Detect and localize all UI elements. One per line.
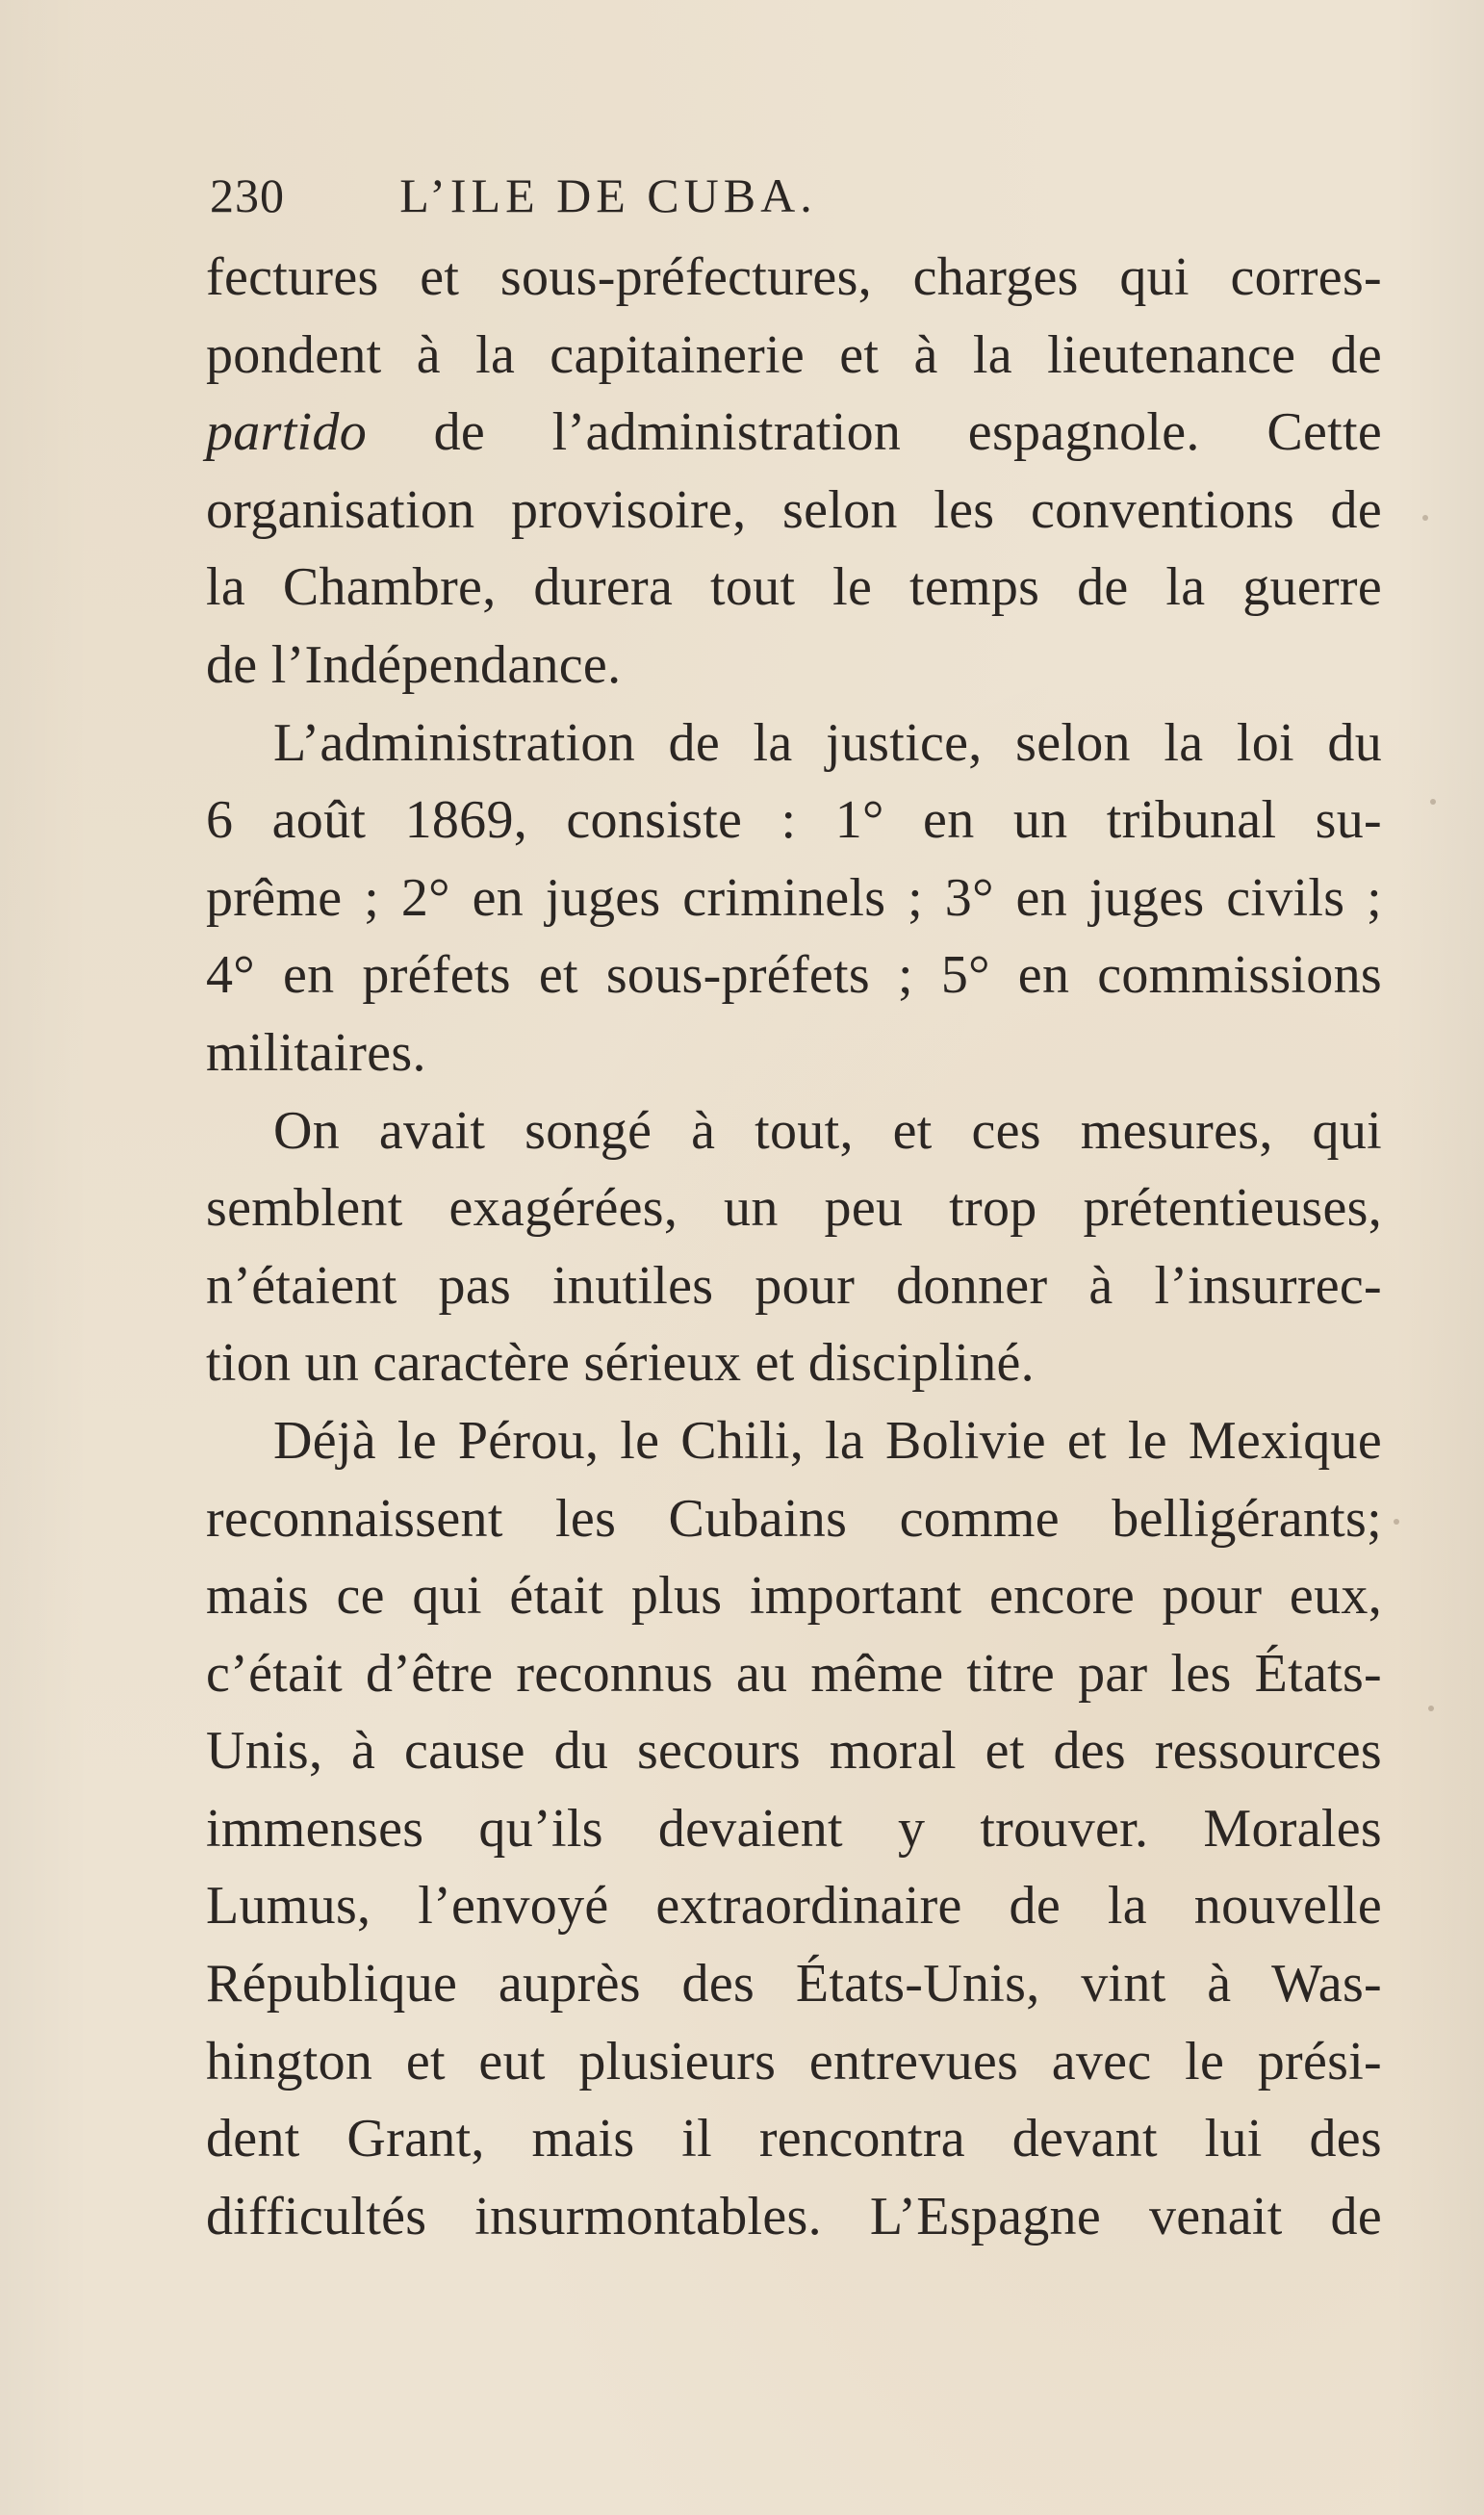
text-line: organisation provisoire, selon les conventions de: [206, 479, 1382, 540]
text-line: pondent à la capitainerie et à la lieutenance de: [206, 324, 1382, 385]
text-line: immenses qu’ils devaient y trouver. Morales: [206, 1798, 1382, 1859]
text-line: n’étaient pas inutiles pour donner à l’insurrec-: [206, 1255, 1382, 1316]
text-line: hington et eut plusieurs entrevues avec le prési-: [206, 2031, 1382, 2092]
text-line: difficultés insurmontables. L’Espagne venait de: [206, 2186, 1382, 2246]
text-line-italic-start: [206, 394, 1382, 472]
running-head: [210, 162, 1007, 229]
text-line: de l’Indépendance.: [206, 634, 622, 695]
text-line: reconnaissent les Cubains comme belligérants;: [206, 1488, 1382, 1549]
text-line: tion un caractère sérieux et discipliné.: [206, 1333, 1035, 1394]
text-line: fectures et sous-préfectures, charges qui corres-: [206, 247, 1382, 307]
text-line: Déjà le Pérou, le Chili, la Bolivie et le Mexique: [273, 1410, 1382, 1471]
text-line: On avait songé à tout, et ces mesures, qui: [273, 1100, 1382, 1161]
text-line: Unis, à cause du secours moral et des ressources: [206, 1721, 1382, 1782]
text-line: L’administration de la justice, selon la loi du: [273, 712, 1382, 773]
paper-speck: [1394, 1519, 1399, 1525]
text-line: militaires.: [206, 1022, 426, 1083]
running-title: L’ILE DE CUBA.: [399, 168, 817, 222]
text-line: prême ; 2° en juges criminels ; 3° en juges civils ;: [206, 867, 1382, 928]
paper-speck: [1422, 515, 1428, 521]
paper-speck: [1428, 1706, 1434, 1711]
text-line: semblent exagérées, un peu trop prétentieuses,: [206, 1178, 1382, 1239]
italic-word: partido: [206, 402, 368, 463]
text-line: 6 août 1869, consiste : 1° en un tribunal su-: [206, 790, 1382, 851]
text-line: dent Grant, mais il rencontra devant lui des: [206, 2109, 1382, 2169]
text-line: Lumus, l’envoyé extraordinaire de la nouvelle: [206, 1876, 1382, 1937]
text-line: République auprès des États-Unis, vint à Was-: [206, 1954, 1382, 2015]
text-line-rest: de l’administration espagnole. Cette: [367, 402, 1382, 463]
text-line: la Chambre, durera tout le temps de la guerre: [206, 557, 1382, 618]
page-number: 230: [210, 168, 285, 222]
paper-speck: [1430, 799, 1436, 805]
text-line: 4° en préfets et sous-préfets ; 5° en commissions: [206, 945, 1382, 1006]
text-line: c’était d’être reconnus au même titre par les États-: [206, 1643, 1382, 1704]
body-text: [206, 239, 1382, 2255]
text-line: mais ce qui était plus important encore pour eux,: [206, 1566, 1382, 1627]
